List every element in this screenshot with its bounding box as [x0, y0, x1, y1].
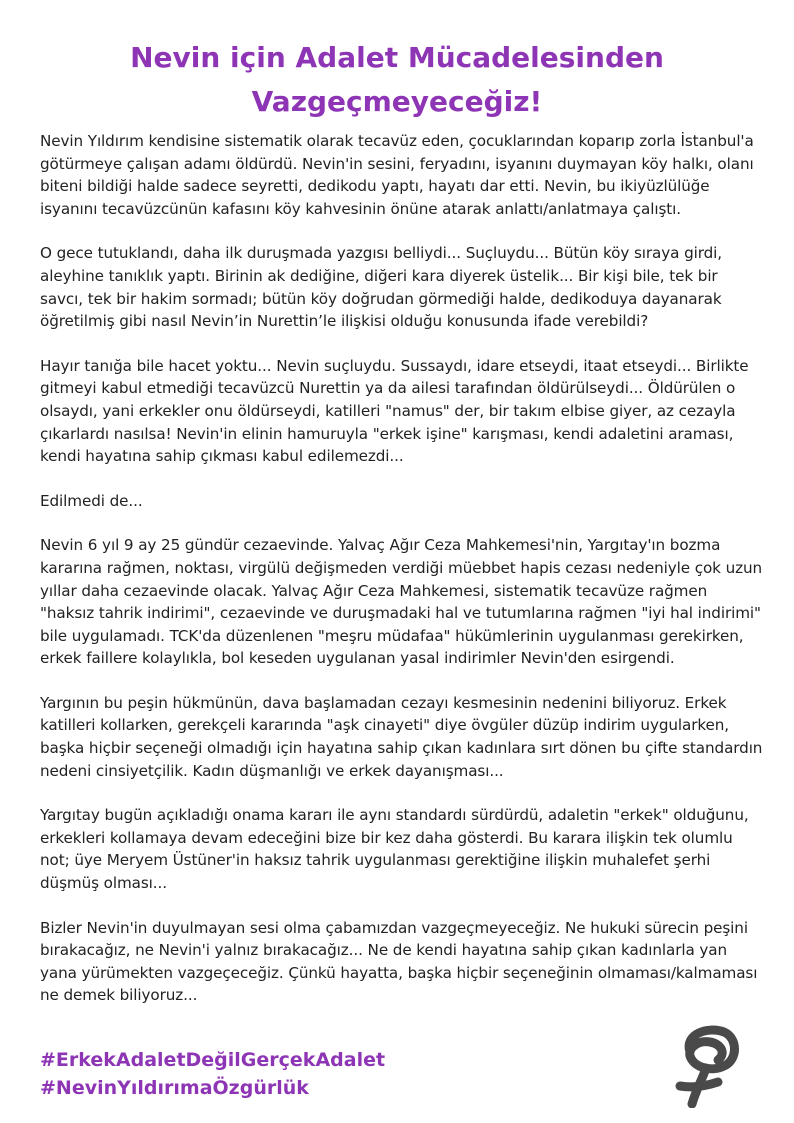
title-line-1: Nevin için Adalet Mücadelesinden	[130, 41, 664, 74]
hashtag-list	[40, 1046, 385, 1102]
paragraph-3: Hayır tanığa bile hacet yoktu... Nevin suçluydu. Sussaydı, idare etseydi, itaat etseydi... Birlikte gitmeyi kabul etmediği tecavüzcü Nurettin ya da ailesi tarafından öldürülseydi... Öldürülen o olsaydı, yani erkekler onu öldürseydi, katilleri "namus" der, bir takım elbise giyer, az cezayla çıkarlardı nasılsa! Nevin'in elinin hamuruyla "erkek işine" karışması, kendi adaletini araması, kendi hayatına sahip çıkması kabul edilemezdi...	[40, 356, 749, 466]
hashtag-1[interactable]: #ErkekAdaletDeğilGerçekAdalet	[40, 1049, 386, 1071]
title-line-2: Vazgeçmeyeceğiz!	[251, 85, 543, 118]
paragraph-8: Bizler Nevin'in duyulmayan sesi olma çabamızdan vazgeçmeyeceğiz. Ne hukuki sürecin peşini bırakacağız, ne Nevin'i yalnız bırakacağız... Ne de kendi hayatına sahip çıkan kadınlarla yan yana yürümekten vazgeçeceğiz. Çünkü hayatta, başka hiçbir seçeneğinin olmaması/kalmaması ne demek biliyoruz...	[40, 918, 758, 1005]
paragraph-2: O gece tutuklandı, daha ilk duruşmada yazgısı belliydi... Suçluydu... Bütün köy sıraya girdi, aleyhine tanıklık yaptı. Birinin ak dediğine, diğeri kara diyerek üstelik... Bir kişi bile, tek bir savcı, tek bir hakim sormadı; bütün köy doğrudan görmediği halde, dedikoduya dayanarak öğretilmiş gibi nasıl Nevin’in Nurettin’le ilişkisi olduğu konusunda ifade verebildi?	[40, 244, 722, 331]
page-title	[40, 36, 754, 124]
paragraph-6: Yargının bu peşin hükmünün, dava başlamadan cezayı kesmesinin nedenini biliyoruz. Erkek katilleri kollarken, gerekçeli kararında "aşk cinayeti" diye övgüler düzüp indirim uygularken, başka hiçbir seçeneği olmadığı için hayatına sahip çıkan kadınlara sırt dönen bu çifte standardın nedeni cinsiyetçilik. Kadın düşmanlığı ve erkek dayanışması...	[40, 693, 763, 780]
paragraph-7: Yargıtay bugün açıkladığı onama kararı ile aynı standardı sürdürdü, adaletin "erkek" olduğunu, erkekleri kollamaya devam edeceğini bize bir kez daha gösterdi. Bu karara ilişkin tek olumlu not; üye Meryem Üstüner'in haksız tahrik uygulanması gerektiğine ilişkin muhalefet şerhi düşmüş olması...	[40, 806, 749, 893]
paragraph-5: Nevin 6 yıl 9 ay 25 gündür cezaevinde. Yalvaç Ağır Ceza Mahkemesi'nin, Yargıtay'ın bozma kararına rağmen, noktası, virgülü değişmeden verdiği müebbet hapis cezası nedeniyle çok uzun yıllar daha cezaevinde olacak. Yalvaç Ağır Ceza Mahkemesi, sistematik tecavüze rağmen "haksız tahrik indirimi", cezaevinde ve duruşmadaki hal ve tutumlarına rağmen "iyi hal indirimi" bile uygulamadı. TCK'da düzenlenen "meşru müdafaa" hükümlerinin uygulanması gerekirken, erkek faillere kolaylıkla, bol keseden uygulanan yasal indirimler Nevin'den esirgendi.	[40, 536, 763, 668]
hashtag-2[interactable]: #NevinYıldırımaÖzgürlük	[40, 1077, 309, 1099]
feminist-venus-symbol-icon	[672, 1022, 744, 1108]
paragraph-1: Nevin Yıldırım kendisine sistematik olarak tecavüz eden, çocuklarından koparıp zorla İstanbul'a götürmeye çalışan adamı öldürdü. Nevin'in sesini, feryadını, isyanını duymayan köy halkı, olanı biteni bildiği halde sadece seyretti, dedikodu yaptı, hayatı dar etti. Nevin, bu ikiyüzlülüğe isyanını tecavüzcünün kafasını köy kahvesinin önüne atarak anlattı/anlatmaya çalıştı.	[40, 132, 754, 218]
paragraph-4: Edilmedi de...	[40, 491, 143, 510]
statement-body	[40, 130, 764, 1029]
